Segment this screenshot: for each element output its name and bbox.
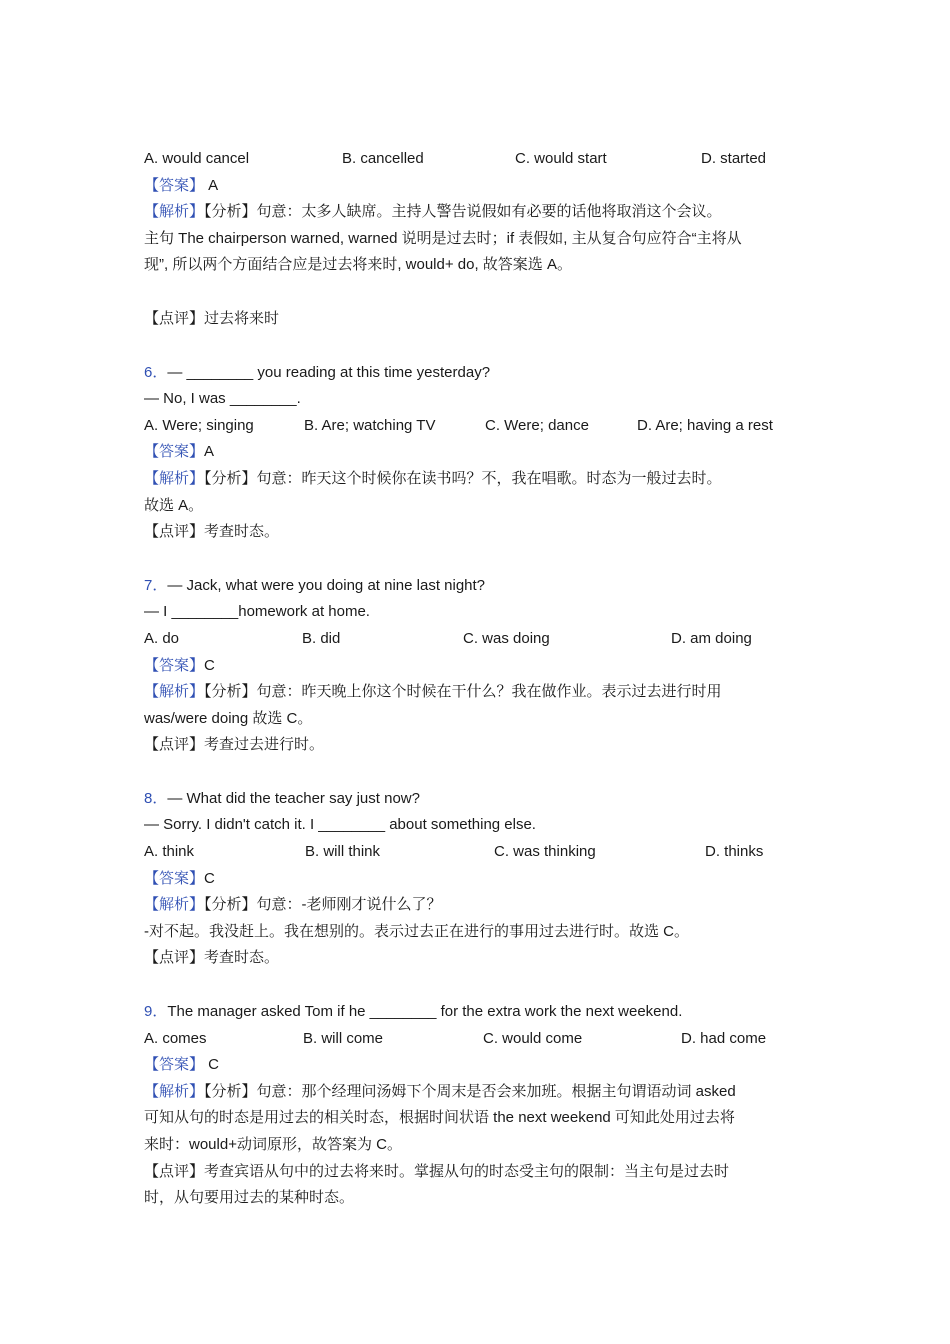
q6-analysis-line-2: 故选 A。	[144, 496, 204, 514]
analysis-text: 【分析】句意：太多人缺席。主持人警告说假如有必要的话他将取消这个会议。	[204, 203, 722, 221]
answer-tag: 【答案】	[144, 443, 205, 461]
answer-tag: 【答案】	[144, 656, 205, 674]
question-number: 7．	[144, 576, 168, 594]
q9-comment-line-2: 时，从句要用过去的某种时态。	[144, 1189, 355, 1207]
analysis-tag: 【解析】	[144, 469, 205, 487]
q7-options	[144, 626, 814, 653]
analysis-text: 【分析】句意：昨天晚上你这个时候在干什么？我在做作业。表示过去进行时用	[204, 683, 722, 701]
q8-answer	[144, 866, 814, 893]
analysis-tag: 【解析】	[144, 203, 205, 221]
analysis-text: 【分析】句意：-老师刚才说什么了？	[204, 896, 442, 914]
q5-answer	[144, 173, 814, 200]
q7-analysis-line-1	[144, 679, 814, 706]
q8-option-b: B. will think	[305, 843, 381, 861]
answer-value: A	[204, 443, 215, 461]
analysis-text: 【分析】句意：昨天这个时候你在读书吗？不，我在唱歌。时态为一般过去时。	[204, 469, 722, 487]
q6-option-c: C. Were; dance	[485, 416, 589, 434]
q8-option-d: D. thinks	[705, 843, 764, 861]
q5-analysis-line-2: 主句 The chairperson warned, warned 说明是过去时；if 表假如, 主从复合句应符合“主将从	[144, 229, 742, 247]
analysis-tag: 【解析】	[144, 683, 205, 701]
q9-answer	[144, 1052, 814, 1079]
q6-answer	[144, 439, 814, 466]
q8-option-a: A. think	[144, 843, 195, 861]
q5-analysis-line-3: 现”, 所以两个方面结合应是过去将来时, would+ do, 故答案选 A。	[144, 256, 572, 274]
q9-analysis-line-2: 可知从句的时态是用过去的相关时态，根据时间状语 the next weekend 可知此处用过去将	[144, 1109, 735, 1127]
q8-options	[144, 839, 814, 866]
question-number: 6．	[144, 363, 168, 381]
answer-value: C	[204, 656, 215, 674]
q5-analysis-line-1	[144, 199, 814, 226]
question-text: The manager asked Tom if he ________ for the extra work the next weekend.	[167, 1003, 683, 1021]
q8-analysis-line-2: -对不起。我没赶上。我在想别的。表示过去正在进行的事用过去进行时。故选 C。	[144, 922, 689, 940]
question-number: 8．	[144, 789, 168, 807]
analysis-tag: 【解析】	[144, 896, 205, 914]
q8-comment: 【点评】考查时态。	[144, 949, 280, 967]
q6-options	[144, 413, 814, 440]
q8-analysis-line-1	[144, 892, 814, 919]
q7-option-a: A. do	[144, 629, 180, 647]
q6-line2: — No, I was ________.	[144, 390, 301, 408]
q9-option-d: D. had come	[681, 1029, 767, 1047]
q8-line2: — Sorry. I didn't catch it. I ________ about something else.	[144, 816, 536, 834]
q9-options	[144, 1026, 814, 1053]
q5-comment: 【点评】过去将来时	[144, 309, 280, 327]
q8-stem	[144, 786, 814, 813]
question-number: 9．	[144, 1003, 168, 1021]
q9-option-a: A. comes	[144, 1029, 207, 1047]
answer-tag: 【答案】	[144, 869, 205, 887]
q6-stem	[144, 360, 814, 387]
answer-value: A	[204, 176, 219, 194]
q7-option-b: B. did	[302, 629, 341, 647]
q9-stem	[144, 999, 814, 1026]
q7-answer	[144, 653, 814, 680]
q8-option-c: C. was thinking	[494, 843, 596, 861]
q7-option-d: D. am doing	[671, 629, 752, 647]
q7-analysis-line-2: was/were doing 故选 C。	[144, 709, 313, 727]
q7-stem	[144, 573, 814, 600]
q6-comment: 【点评】考查时态。	[144, 523, 280, 541]
q7-option-c: C. was doing	[463, 629, 550, 647]
answer-tag: 【答案】	[144, 176, 205, 194]
answer-value: C	[204, 1056, 220, 1074]
q6-option-d: D. Are; having a rest	[637, 416, 773, 434]
q5-option-d: D. started	[701, 150, 767, 167]
q5-option-a: A. would cancel	[144, 150, 250, 167]
q9-option-b: B. will come	[303, 1029, 384, 1047]
analysis-text: 【分析】句意：那个经理问汤姆下个周末是否会来加班。根据主句谓语动词 asked	[204, 1082, 736, 1100]
question-text: — ________ you reading at this time yesterday?	[167, 363, 491, 381]
q9-option-c: C. would come	[483, 1029, 583, 1047]
question-text: — What did the teacher say just now?	[167, 789, 420, 807]
q7-comment: 【点评】考查过去进行时。	[144, 736, 325, 754]
q5-option-c: C. would start	[515, 150, 607, 167]
q5-options	[144, 146, 814, 173]
q6-option-a: A. Were; singing	[144, 416, 254, 434]
answer-tag: 【答案】	[144, 1056, 205, 1074]
analysis-tag: 【解析】	[144, 1082, 205, 1100]
q9-analysis-line-3: 来时：would+动词原形，故答案为 C。	[144, 1136, 402, 1153]
q7-line2: — I ________homework at home.	[144, 603, 370, 621]
document-page	[144, 146, 814, 1212]
question-text: — Jack, what were you doing at nine last night?	[167, 576, 486, 594]
q9-analysis-line-1	[144, 1079, 814, 1106]
q6-option-b: B. Are; watching TV	[304, 416, 436, 434]
answer-value: C	[204, 869, 215, 887]
q9-comment-line-1: 【点评】考查宾语从句中的过去将来时。掌握从句的时态受主句的限制：当主句是过去时	[144, 1162, 730, 1180]
q5-option-b: B. cancelled	[342, 150, 424, 167]
q6-analysis-line-1	[144, 466, 814, 493]
